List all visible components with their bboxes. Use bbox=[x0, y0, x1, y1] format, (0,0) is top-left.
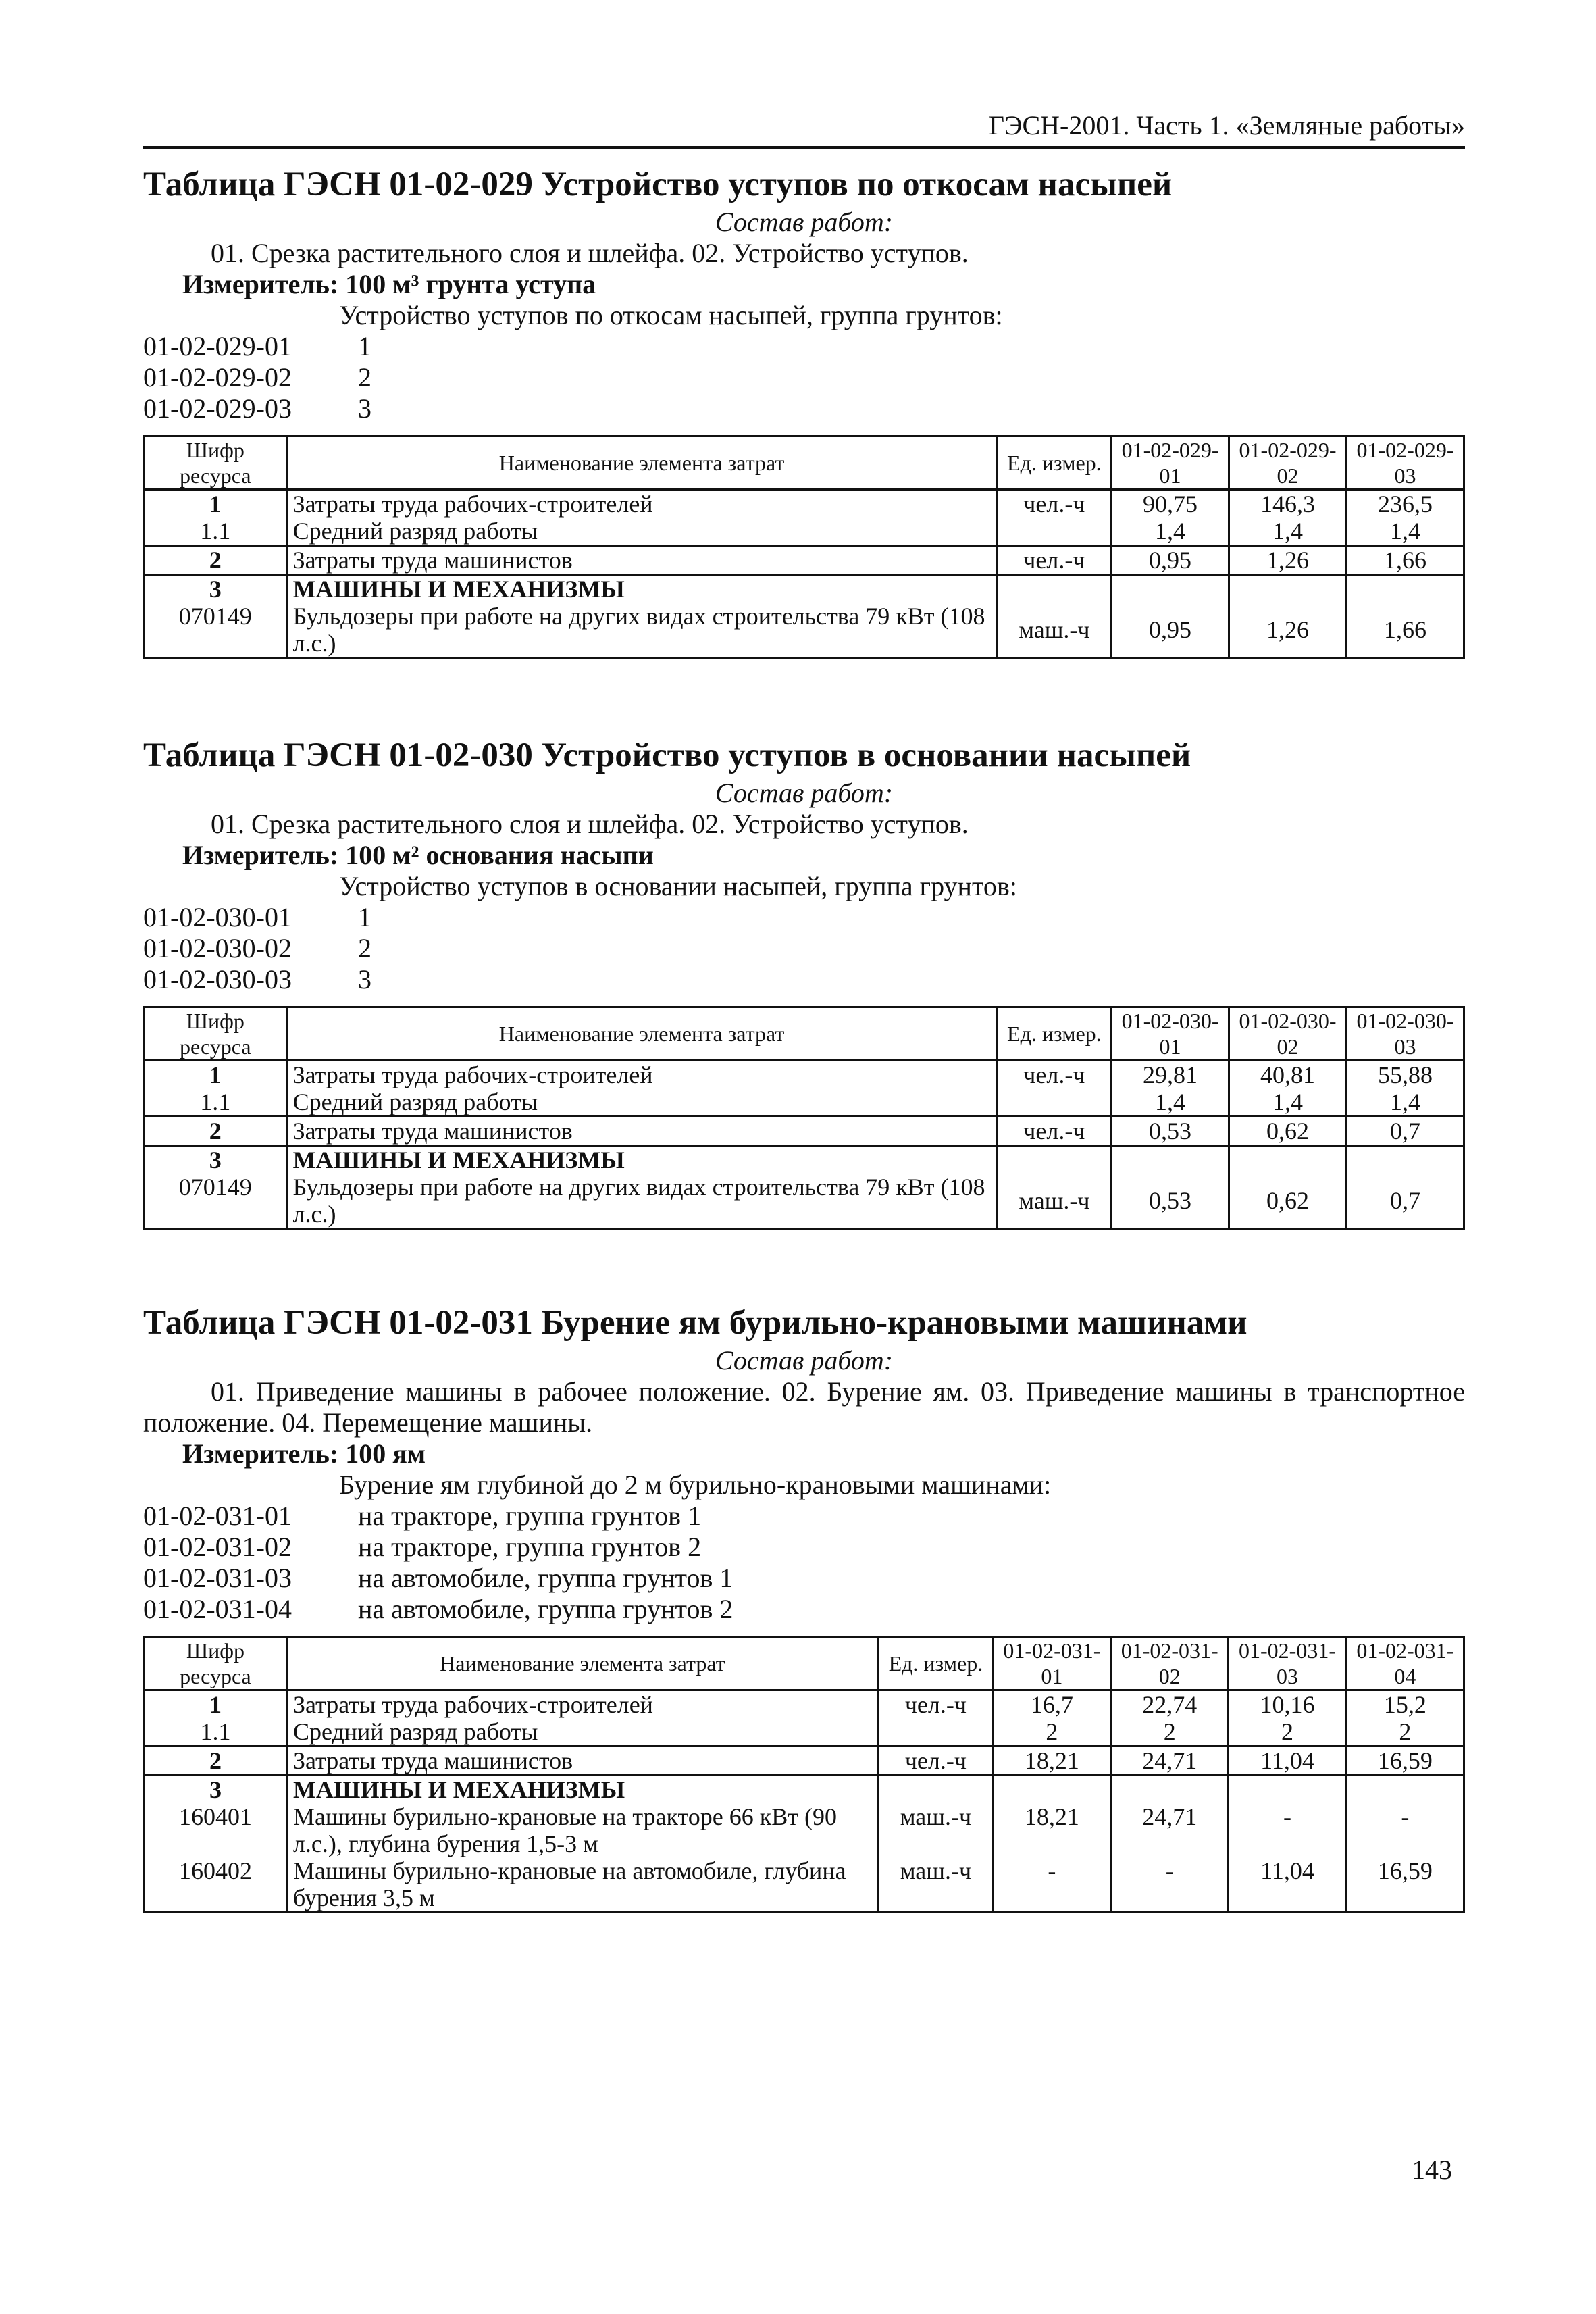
cell-code: 3 bbox=[145, 1146, 287, 1174]
cell-value bbox=[1347, 575, 1464, 603]
col-norm-header: 01-02-030-03 bbox=[1347, 1007, 1464, 1061]
cell-unit: чел.-ч bbox=[879, 1746, 994, 1776]
table-row bbox=[145, 1857, 1464, 1913]
cell-value: 15,2 bbox=[1346, 1690, 1464, 1719]
col-unit-header: Ед. измер. bbox=[879, 1637, 994, 1690]
cell-name: Бульдозеры при работе на других видах строительства 79 кВт (108 л.с.) bbox=[286, 1174, 997, 1229]
table-header-row bbox=[145, 1637, 1464, 1690]
cell-value: - bbox=[1229, 1803, 1346, 1857]
table-row bbox=[145, 603, 1464, 658]
table-title: Таблица ГЭСН 01-02-030 Устройство уступов в основании насыпей bbox=[143, 736, 1191, 774]
cell-value bbox=[1112, 575, 1229, 603]
code-list bbox=[143, 902, 1465, 995]
table-row bbox=[145, 490, 1464, 518]
code: 01-02-030-02 bbox=[143, 933, 292, 963]
code: 01-02-031-03 bbox=[143, 1563, 292, 1593]
table-row bbox=[145, 1174, 1464, 1229]
cell-value: 0,95 bbox=[1112, 603, 1229, 658]
cell-value: 24,71 bbox=[1111, 1803, 1229, 1857]
code: 01-02-029-02 bbox=[143, 362, 292, 393]
cell-value: 1,4 bbox=[1229, 1088, 1347, 1117]
code-desc: 1 bbox=[358, 331, 371, 361]
cell-unit bbox=[997, 1088, 1111, 1117]
cell-name: Затраты труда машинистов bbox=[286, 1117, 997, 1146]
cell-name: Машины бурильно-крановые на автомобиле, глубина бурения 3,5 м bbox=[286, 1857, 878, 1913]
cell-name: Затраты труда рабочих-строителей bbox=[286, 1690, 878, 1719]
table-row bbox=[145, 1690, 1464, 1719]
cell-code: 1 bbox=[145, 1690, 287, 1719]
cell-value: 16,7 bbox=[993, 1690, 1110, 1719]
col-norm-header: 01-02-031-03 bbox=[1229, 1637, 1346, 1690]
resource-table bbox=[143, 435, 1465, 659]
cell-value: 0,53 bbox=[1112, 1117, 1229, 1146]
cell-unit: маш.-ч bbox=[997, 603, 1111, 658]
composition-heading: Состав работ: bbox=[715, 207, 894, 237]
cell-unit bbox=[997, 575, 1111, 603]
cell-code: 2 bbox=[145, 546, 287, 575]
composition-heading: Состав работ: bbox=[715, 778, 894, 808]
cell-code: 160402 bbox=[145, 1857, 287, 1913]
cell-value: 1,26 bbox=[1229, 546, 1347, 575]
cell-value: 18,21 bbox=[993, 1746, 1110, 1776]
code-list-item bbox=[143, 1594, 1465, 1625]
resource-table bbox=[143, 1636, 1465, 1913]
cell-value: 16,59 bbox=[1346, 1857, 1464, 1913]
cell-value: 16,59 bbox=[1346, 1746, 1464, 1776]
cell-unit: чел.-ч bbox=[997, 1061, 1111, 1089]
table-row bbox=[145, 1718, 1464, 1746]
cell-code: 1.1 bbox=[145, 1088, 287, 1117]
code-list bbox=[143, 331, 1465, 424]
code-desc: 3 bbox=[358, 393, 371, 424]
cell-value: 0,7 bbox=[1347, 1174, 1464, 1229]
cell-unit: маш.-ч bbox=[997, 1174, 1111, 1229]
cell-name: Затраты труда машинистов bbox=[286, 546, 997, 575]
cell-name: Средний разряд работы bbox=[286, 518, 997, 546]
cell-code: 070149 bbox=[145, 603, 287, 658]
group-label: Устройство уступов в основании насыпей, группа грунтов: bbox=[339, 871, 1017, 901]
code-list-item bbox=[143, 964, 1465, 995]
code: 01-02-030-03 bbox=[143, 964, 292, 995]
cell-value: 1,4 bbox=[1347, 518, 1464, 546]
cell-name: Затраты труда машинистов bbox=[286, 1746, 878, 1776]
cell-value bbox=[1229, 1146, 1347, 1174]
table-title: Таблица ГЭСН 01-02-029 Устройство уступов по откосам насыпей bbox=[143, 166, 1173, 203]
cell-code: 1 bbox=[145, 490, 287, 518]
cell-code: 2 bbox=[145, 1117, 287, 1146]
cell-value: - bbox=[993, 1857, 1110, 1913]
col-unit-header: Ед. измер. bbox=[997, 436, 1111, 490]
code-list-item bbox=[143, 902, 1465, 933]
code-desc: 1 bbox=[358, 902, 371, 932]
code-desc: на автомобиле, группа грунтов 1 bbox=[358, 1563, 733, 1593]
cell-value: - bbox=[1111, 1857, 1229, 1913]
table-row bbox=[145, 518, 1464, 546]
cell-name: Средний разряд работы bbox=[286, 1718, 878, 1746]
composition-text: 01. Срезка растительного слоя и шлейфа. 02. Устройство уступов. bbox=[211, 238, 969, 268]
resource-table bbox=[143, 1006, 1465, 1230]
table-title: Таблица ГЭСН 01-02-031 Бурение ям бурильно-крановыми машинами bbox=[143, 1304, 1247, 1342]
col-norm-header: 01-02-031-04 bbox=[1346, 1637, 1464, 1690]
cell-code: 1.1 bbox=[145, 1718, 287, 1746]
col-code-header: Шифр ресурса bbox=[145, 436, 287, 490]
measure-unit: Измеритель: 100 м² основания насыпи bbox=[182, 840, 654, 870]
col-unit-header: Ед. измер. bbox=[997, 1007, 1111, 1061]
cell-value: 1,4 bbox=[1112, 518, 1229, 546]
code-desc: 3 bbox=[358, 964, 371, 995]
cell-value: 1,4 bbox=[1112, 1088, 1229, 1117]
measure-unit: Измеритель: 100 ям bbox=[182, 1438, 426, 1469]
code-list-item bbox=[143, 393, 1465, 424]
col-code-header: Шифр ресурса bbox=[145, 1637, 287, 1690]
col-norm-header: 01-02-029-03 bbox=[1347, 436, 1464, 490]
cell-value: 2 bbox=[1111, 1718, 1229, 1746]
cell-unit bbox=[997, 518, 1111, 546]
code: 01-02-030-01 bbox=[143, 902, 292, 932]
composition-text: 01. Срезка растительного слоя и шлейфа. 02. Устройство уступов. bbox=[211, 809, 969, 839]
cell-value: 2 bbox=[1346, 1718, 1464, 1746]
code: 01-02-031-02 bbox=[143, 1532, 292, 1562]
cell-name: Машины бурильно-крановые на тракторе 66 кВт (90 л.с.), глубина бурения 1,5-3 м bbox=[286, 1803, 878, 1857]
code: 01-02-029-01 bbox=[143, 331, 292, 361]
cell-value: 11,04 bbox=[1229, 1857, 1346, 1913]
cell-value: 29,81 bbox=[1112, 1061, 1229, 1089]
table-row bbox=[145, 1146, 1464, 1174]
cell-unit: маш.-ч bbox=[879, 1857, 994, 1913]
cell-value: 146,3 bbox=[1229, 490, 1347, 518]
cell-value bbox=[993, 1776, 1110, 1804]
code-list-item bbox=[143, 933, 1465, 964]
col-name-header: Наименование элемента затрат bbox=[286, 1007, 997, 1061]
composition-heading: Состав работ: bbox=[715, 1345, 894, 1376]
col-norm-header: 01-02-030-01 bbox=[1112, 1007, 1229, 1061]
cell-code: 1.1 bbox=[145, 518, 287, 546]
code-desc: на тракторе, группа грунтов 1 bbox=[358, 1501, 702, 1531]
section-01-02-029 bbox=[143, 162, 1465, 659]
code-desc: 2 bbox=[358, 933, 371, 963]
code-list-item bbox=[143, 1532, 1465, 1563]
cell-value: 10,16 bbox=[1229, 1690, 1346, 1719]
col-name-header: Наименование элемента затрат bbox=[286, 436, 997, 490]
cell-unit bbox=[997, 1146, 1111, 1174]
col-norm-header: 01-02-031-02 bbox=[1111, 1637, 1229, 1690]
cell-value: 18,21 bbox=[993, 1803, 1110, 1857]
table-row bbox=[145, 1088, 1464, 1117]
cell-value: 0,62 bbox=[1229, 1174, 1347, 1229]
cell-value: - bbox=[1346, 1803, 1464, 1857]
cell-name: МАШИНЫ И МЕХАНИЗМЫ bbox=[286, 1776, 878, 1804]
cell-name: Затраты труда рабочих-строителей bbox=[286, 1061, 997, 1089]
cell-name: МАШИНЫ И МЕХАНИЗМЫ bbox=[286, 1146, 997, 1174]
cell-code: 2 bbox=[145, 1746, 287, 1776]
col-norm-header: 01-02-030-02 bbox=[1229, 1007, 1347, 1061]
group-label: Устройство уступов по откосам насыпей, группа грунтов: bbox=[339, 300, 1003, 330]
cell-value bbox=[1229, 1776, 1346, 1804]
cell-code: 160401 bbox=[145, 1803, 287, 1857]
code-list-item bbox=[143, 362, 1465, 393]
table-row bbox=[145, 1061, 1464, 1089]
code-desc: 2 bbox=[358, 362, 371, 393]
code-list-item bbox=[143, 331, 1465, 362]
col-norm-header: 01-02-031-01 bbox=[993, 1637, 1110, 1690]
cell-unit: чел.-ч bbox=[997, 490, 1111, 518]
section-01-02-031 bbox=[143, 1301, 1465, 1913]
table-row bbox=[145, 1746, 1464, 1776]
cell-value: 1,4 bbox=[1229, 518, 1347, 546]
table-header-row bbox=[145, 1007, 1464, 1061]
col-norm-header: 01-02-029-02 bbox=[1229, 436, 1347, 490]
cell-value: 90,75 bbox=[1112, 490, 1229, 518]
cell-unit: чел.-ч bbox=[879, 1690, 994, 1719]
col-name-header: Наименование элемента затрат bbox=[286, 1637, 878, 1690]
code-desc: на автомобиле, группа грунтов 2 bbox=[358, 1594, 733, 1624]
col-norm-header: 01-02-029-01 bbox=[1112, 436, 1229, 490]
cell-code: 3 bbox=[145, 575, 287, 603]
cell-code: 3 bbox=[145, 1776, 287, 1804]
code: 01-02-031-04 bbox=[143, 1594, 292, 1624]
cell-value: 1,66 bbox=[1347, 603, 1464, 658]
cell-value: 236,5 bbox=[1347, 490, 1464, 518]
cell-value: 55,88 bbox=[1347, 1061, 1464, 1089]
code-list-item bbox=[143, 1563, 1465, 1594]
cell-code: 070149 bbox=[145, 1174, 287, 1229]
table-row bbox=[145, 1803, 1464, 1857]
cell-value bbox=[1346, 1776, 1464, 1804]
section-01-02-030 bbox=[143, 733, 1465, 1230]
cell-value bbox=[1111, 1776, 1229, 1804]
cell-value: 1,4 bbox=[1347, 1088, 1464, 1117]
composition-text: 01. Приведение машины в рабочее положение. 02. Бурение ям. 03. Приведение машины в транспортное положение. 04. Перемещение машины. bbox=[143, 1376, 1465, 1438]
code-list-item bbox=[143, 1501, 1465, 1532]
cell-value bbox=[1347, 1146, 1464, 1174]
cell-name: Бульдозеры при работе на других видах строительства 79 кВт (108 л.с.) bbox=[286, 603, 997, 658]
measure-unit: Измеритель: 100 м³ грунта уступа bbox=[182, 269, 596, 299]
page-number: 143 bbox=[1412, 2155, 1452, 2185]
cell-unit bbox=[879, 1718, 994, 1746]
table-header-row bbox=[145, 436, 1464, 490]
cell-value: 1,26 bbox=[1229, 603, 1347, 658]
table-row bbox=[145, 1117, 1464, 1146]
cell-name: МАШИНЫ И МЕХАНИЗМЫ bbox=[286, 575, 997, 603]
cell-unit: чел.-ч bbox=[997, 546, 1111, 575]
cell-unit: маш.-ч bbox=[879, 1803, 994, 1857]
cell-unit bbox=[879, 1776, 994, 1804]
cell-value: 1,66 bbox=[1347, 546, 1464, 575]
code: 01-02-029-03 bbox=[143, 393, 292, 424]
cell-value: 0,53 bbox=[1112, 1174, 1229, 1229]
cell-unit: чел.-ч bbox=[997, 1117, 1111, 1146]
cell-value: 0,62 bbox=[1229, 1117, 1347, 1146]
table-row bbox=[145, 546, 1464, 575]
col-code-header: Шифр ресурса bbox=[145, 1007, 287, 1061]
table-row bbox=[145, 575, 1464, 603]
cell-value: 40,81 bbox=[1229, 1061, 1347, 1089]
cell-value: 2 bbox=[1229, 1718, 1346, 1746]
cell-name: Затраты труда рабочих-строителей bbox=[286, 490, 997, 518]
cell-value bbox=[1229, 575, 1347, 603]
cell-value: 2 bbox=[993, 1718, 1110, 1746]
cell-value: 11,04 bbox=[1229, 1746, 1346, 1776]
running-header: ГЭСН-2001. Часть 1. «Земляные работы» bbox=[143, 108, 1465, 149]
cell-value: 0,95 bbox=[1112, 546, 1229, 575]
code-desc: на тракторе, группа грунтов 2 bbox=[358, 1532, 702, 1562]
table-row bbox=[145, 1776, 1464, 1804]
cell-value: 24,71 bbox=[1111, 1746, 1229, 1776]
code-list bbox=[143, 1501, 1465, 1625]
code: 01-02-031-01 bbox=[143, 1501, 292, 1531]
cell-value: 22,74 bbox=[1111, 1690, 1229, 1719]
group-label: Бурение ям глубиной до 2 м бурильно-крановыми машинами: bbox=[339, 1469, 1052, 1500]
cell-name: Средний разряд работы bbox=[286, 1088, 997, 1117]
cell-code: 1 bbox=[145, 1061, 287, 1089]
cell-value: 0,7 bbox=[1347, 1117, 1464, 1146]
cell-value bbox=[1112, 1146, 1229, 1174]
